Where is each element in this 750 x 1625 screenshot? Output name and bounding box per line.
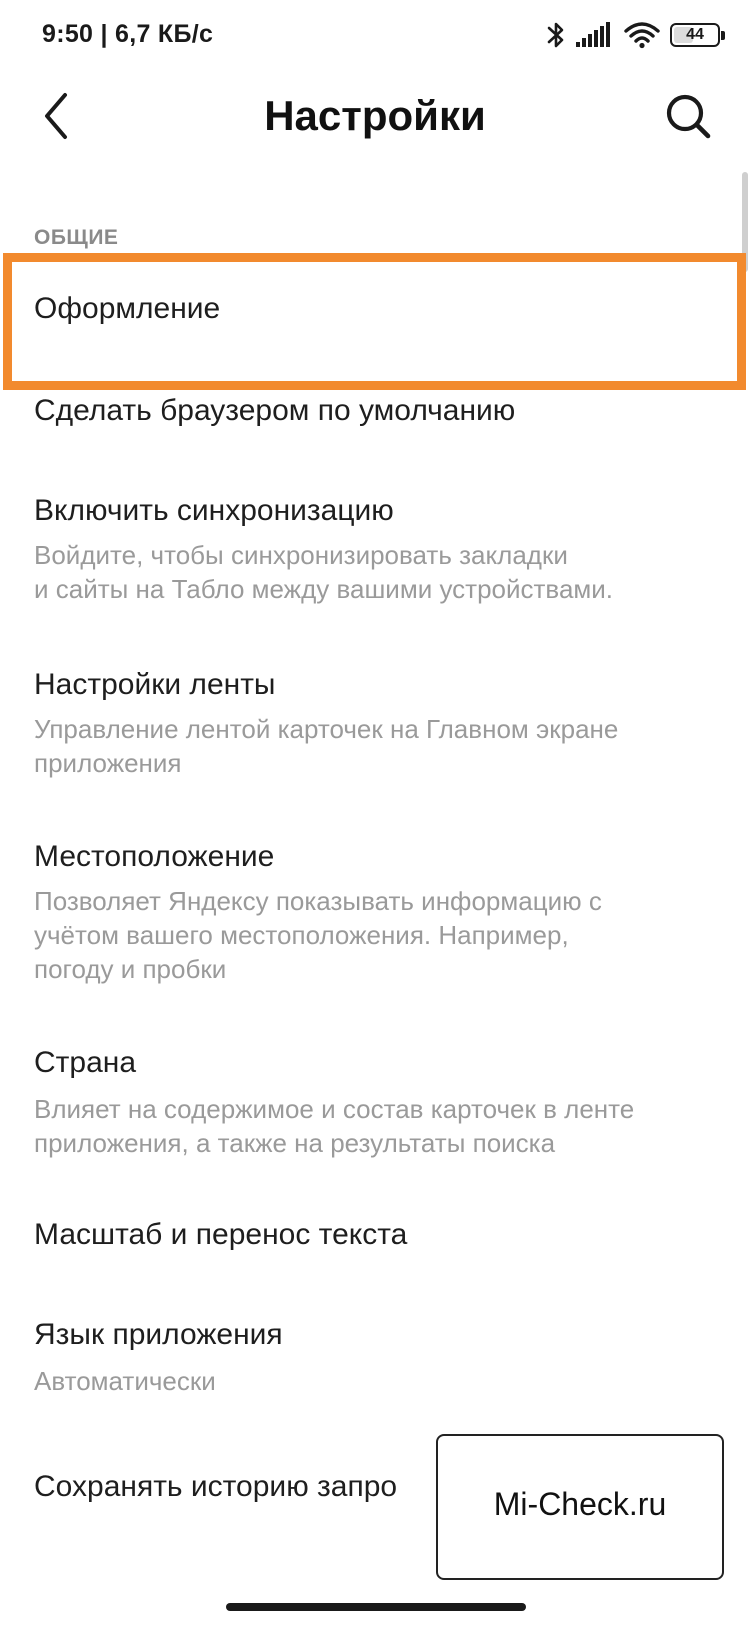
battery-icon bbox=[670, 23, 720, 47]
item-title: Масштаб и перенос текста bbox=[34, 1218, 408, 1251]
signal-icon bbox=[576, 22, 614, 48]
bluetooth-icon bbox=[546, 20, 566, 50]
home-indicator[interactable] bbox=[226, 1603, 526, 1611]
status-bar bbox=[0, 0, 750, 72]
item-title: Сохранять историю запро bbox=[34, 1470, 398, 1503]
item-title: Включить синхронизацию bbox=[34, 494, 394, 527]
settings-item-text-scale[interactable] bbox=[0, 1202, 750, 1306]
search-icon bbox=[664, 92, 712, 140]
item-subtitle: приложения bbox=[34, 748, 182, 778]
item-title: Язык приложения bbox=[34, 1318, 283, 1351]
battery-level: 44 bbox=[686, 26, 704, 43]
item-title: Сделать браузером по умолчанию bbox=[34, 394, 516, 427]
item-subtitle: Позволяет Яндексу показывать информацию с bbox=[34, 886, 602, 916]
item-subtitle: приложения, а также на результаты поиска bbox=[34, 1128, 556, 1158]
settings-item-app-language[interactable] bbox=[0, 1306, 750, 1444]
wifi-icon bbox=[624, 21, 660, 49]
settings-item-feed[interactable] bbox=[0, 652, 750, 822]
settings-item-sync[interactable] bbox=[0, 478, 750, 650]
status-time-speed: 9:50 | 6,7 КБ/с bbox=[42, 20, 214, 48]
item-subtitle: учётом вашего местоположения. Например, bbox=[34, 920, 569, 950]
page-title: Настройки bbox=[264, 92, 486, 139]
app-header bbox=[0, 72, 750, 162]
item-subtitle: и сайты на Табло между вашими устройствами. bbox=[34, 574, 614, 604]
item-subtitle: погоду и пробки bbox=[34, 954, 227, 984]
item-subtitle: Войдите, чтобы синхронизировать закладки bbox=[34, 540, 568, 570]
section-header-general: ОБЩИЕ bbox=[34, 226, 119, 249]
settings-item-country[interactable] bbox=[0, 1030, 750, 1202]
settings-item-default-browser[interactable] bbox=[0, 382, 750, 478]
item-title: Местоположение bbox=[34, 840, 275, 873]
item-title: Страна bbox=[34, 1046, 137, 1079]
settings-item-appearance[interactable] bbox=[0, 262, 750, 382]
item-subtitle: Влияет на содержимое и состав карточек в ленте bbox=[34, 1094, 635, 1124]
scrollbar[interactable] bbox=[742, 172, 748, 272]
item-subtitle: Автоматически bbox=[34, 1366, 216, 1396]
watermark-callout bbox=[436, 1434, 724, 1580]
settings-item-location[interactable] bbox=[0, 824, 750, 1030]
item-title: Настройки ленты bbox=[34, 668, 276, 701]
watermark-text: Mi-Check.ru bbox=[493, 1486, 667, 1522]
item-title: Оформление bbox=[34, 292, 221, 325]
search-button[interactable] bbox=[656, 84, 720, 148]
item-subtitle: Управление лентой карточек на Главном экране bbox=[34, 714, 619, 744]
status-icons bbox=[546, 18, 720, 52]
